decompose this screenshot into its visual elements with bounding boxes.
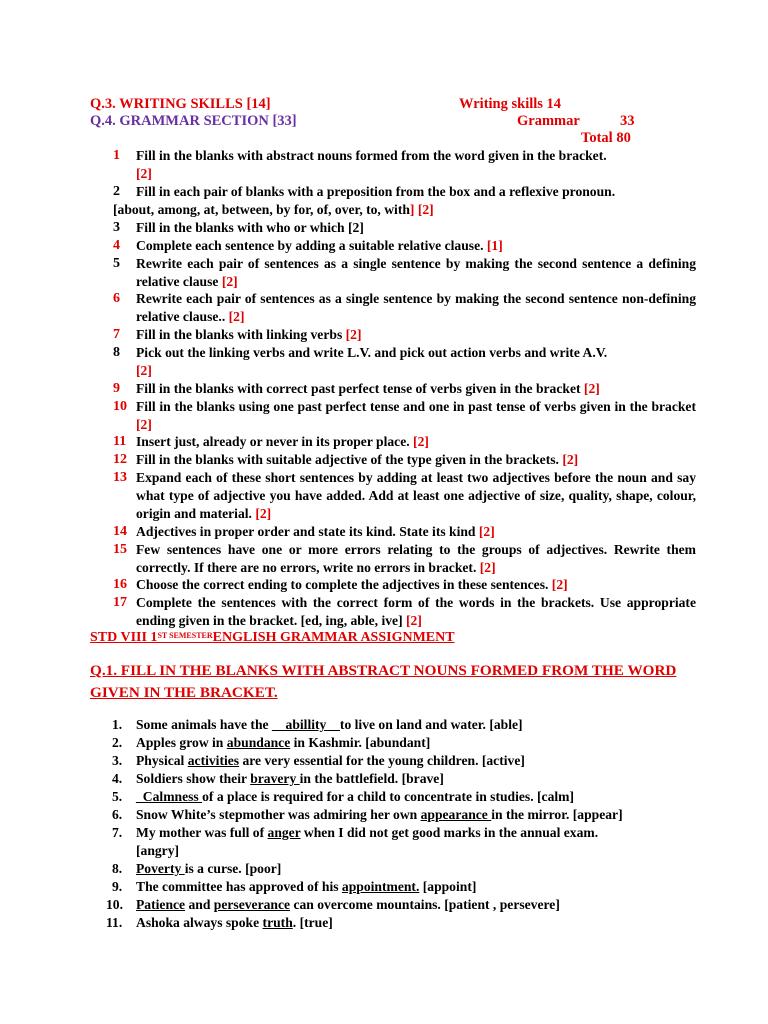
item-mark: [2] (345, 327, 362, 342)
assignment-name: ENGLISH GRAMMAR ASSIGNMENT (212, 630, 455, 645)
assignment-title (90, 629, 455, 647)
list-item (136, 147, 696, 183)
answer-word: activities (187, 753, 240, 768)
example-number: 10. (106, 897, 123, 912)
item-mark: [2] (228, 308, 245, 324)
list-item (136, 398, 696, 434)
item-mark: [2] (478, 524, 495, 539)
item-mark: [2] (413, 434, 429, 449)
answer-word: abundance (226, 735, 291, 750)
item-mark: [2] (583, 381, 600, 396)
item-mark: [2] (406, 612, 422, 628)
item-number: 15 (113, 542, 127, 557)
answer-word: _Calmness (136, 789, 203, 804)
answer-word: Patience (136, 897, 186, 912)
answer-word: bravery (250, 771, 300, 786)
item-text: Fill in each pair of blanks with a preposition from the box and a reflexive pronoun. (136, 184, 616, 199)
item-mark: [2] (136, 362, 152, 378)
item-number: 17 (113, 595, 127, 610)
q1-heading: Q.1. FILL IN THE BLANKS WITH ABSTRACT NOUNS FORMED FROM THE WORD GIVEN IN THE BRACKET. (90, 662, 677, 701)
example-text: in the battlefield. [brave] (299, 771, 444, 786)
example-text: My mother was full of (136, 825, 268, 840)
item-text: Fill in the blanks with linking verbs (136, 327, 343, 342)
example-number: 5. (112, 789, 123, 804)
example-text: Apples grow in (136, 735, 227, 750)
example-text: in the mirror. [appear] (491, 807, 623, 822)
answer-word: truth (262, 915, 293, 930)
example-text: Physical (136, 753, 188, 768)
example-text: is a curse. [poor] (184, 861, 282, 876)
example-text: when I did not get good marks in the annual exam. (300, 825, 599, 840)
item-text: Fill in the blanks with abstract nouns formed from the word given in the bracket. (136, 148, 607, 163)
item-number: 11 (113, 434, 127, 449)
item-number: 2 (113, 184, 120, 199)
writing-marks: Writing skills 14 (459, 96, 562, 112)
example-number: 1. (112, 717, 123, 732)
item-text: Adjectives in proper order and state its kind. State its kind (136, 524, 476, 539)
list-item (136, 576, 696, 594)
item-number: 13 (113, 470, 127, 485)
example-item (136, 734, 430, 752)
example-item (136, 806, 623, 824)
example-item (136, 878, 476, 896)
example-item (136, 860, 281, 878)
example-item (136, 824, 598, 842)
example-item (136, 752, 525, 770)
item-text: Fill in the blanks with suitable adjective of the type given in the brackets. (136, 452, 559, 467)
list-item (136, 219, 696, 237)
answer-word: perseverance (213, 897, 291, 912)
answer-word: Poverty (136, 861, 185, 876)
answer-word: __abillity__ (271, 717, 340, 732)
item-number: 6 (113, 291, 120, 306)
item-text: Rewrite each pair of sentences as a single sentence by making the second sentence non-defining relative clause.. (136, 291, 696, 324)
answer-word: appointment. (341, 879, 420, 894)
item-mark: [2] (221, 273, 238, 289)
answer-word: appearance (420, 807, 492, 822)
item-mark: [2] (136, 165, 152, 181)
std-label: STD VIII 1 (90, 630, 158, 645)
item-number: 9 (113, 381, 120, 396)
item-text: Fill in the blanks using one past perfect tense and one in past tense of verbs given in the bracket (136, 399, 696, 414)
list-item (136, 255, 696, 291)
example-number: 3. (112, 753, 123, 768)
item-mark: [2] (255, 505, 272, 521)
item-text: Pick out the linking verbs and write L.V. and pick out action verbs and write A.V. (136, 345, 608, 360)
item-mark: [2] (562, 452, 579, 467)
example-item (136, 770, 444, 788)
item-text: [about, among, at, between, by for, of, over, to, with (113, 202, 410, 217)
list-item (136, 541, 696, 577)
list-item (136, 451, 696, 469)
answer-word: anger (267, 825, 301, 840)
grammar-marks: 33 (620, 113, 635, 129)
example-text: are very essential for the young children. [active] (239, 753, 525, 768)
list-item (136, 594, 696, 630)
q3-text: Q.3. WRITING SKILLS [14] (90, 96, 271, 112)
total-marks: Total 80 (581, 130, 631, 146)
item-number: 12 (113, 452, 127, 467)
item-mark: [2] (136, 416, 152, 432)
item-text: Complete the sentences with the correct form of the words in the brackets. Use appropriate ending given in the bracket. [ed, ing, able, ive] (136, 595, 696, 628)
item-number: 1 (113, 148, 120, 163)
item-text: Expand each of these short sentences by adding at least two adjectives before the noun and say what type of adjective you have added. Add at least one adjective of size, quality, shape, colour, origin and material. (136, 470, 696, 521)
example-number: 2. (112, 735, 123, 750)
item-number: 14 (113, 524, 127, 539)
item-text: Rewrite each pair of sentences as a single sentence by making the second sentence a defining relative clause (136, 256, 696, 289)
item-text: Few sentences have one or more errors relating to the groups of adjectives. Rewrite them correctly. If there are no errors, write no errors in bracket. (136, 542, 696, 575)
example-text: The committee has approved of his (136, 879, 342, 894)
list-item (136, 326, 696, 344)
example-text: Ashoka always spoke (136, 915, 263, 930)
q4-heading: Q.4. GRAMMAR SECTION [33] (90, 113, 297, 129)
example-number: 6. (112, 807, 123, 822)
item-line2 (113, 201, 434, 219)
example-number: 9. (112, 879, 123, 894)
example-text: . [true] (292, 915, 333, 930)
example-text: to live on land and water. [able] (339, 717, 523, 732)
list-item (136, 344, 696, 380)
example-text: Soldiers show their (136, 771, 251, 786)
item-mark: [2] (551, 577, 568, 592)
list-item (136, 433, 696, 451)
item-text: Fill in the blanks with who or which [2] (136, 220, 364, 235)
item-number: 3 (113, 220, 120, 235)
item-number: 4 (113, 238, 120, 253)
q3-heading (90, 95, 431, 113)
item-text: Choose the correct ending to complete the adjectives in these sentences. (136, 577, 549, 592)
example-item (136, 914, 333, 932)
item-number: 10 (113, 399, 127, 414)
item-mark: [2] (479, 559, 496, 575)
example-number: 8. (112, 861, 123, 876)
example-text: can overcome mountains. [patient , persevere] (290, 897, 560, 912)
list-item (136, 237, 696, 255)
example-item (136, 896, 560, 914)
example-text: Snow White’s stepmother was admiring her own (136, 807, 421, 822)
example-text: [appoint] (419, 879, 477, 894)
example-text: of a place is required for a child to concentrate in studies. [calm] (202, 789, 574, 804)
item-mark: [1] (486, 238, 503, 253)
example-text: and (185, 897, 214, 912)
example-text: Some animals have the (136, 717, 272, 732)
list-item (136, 469, 696, 522)
item-number: 16 (113, 577, 127, 592)
example-number: 11. (106, 915, 123, 930)
example-continuation: [angry] (136, 843, 180, 858)
item-mark: ] [2] (409, 202, 434, 217)
example-text: in Kashmir. [abundant] (290, 735, 431, 750)
list-item (136, 290, 696, 326)
example-item (136, 716, 523, 734)
list-item (136, 183, 696, 201)
item-number: 5 (113, 256, 120, 271)
item-text: Complete each sentence by adding a suitable relative clause. (136, 238, 484, 253)
example-number: 4. (112, 771, 123, 786)
list-item (136, 523, 696, 541)
item-number: 8 (113, 345, 120, 360)
grammar-label: Grammar (517, 113, 580, 129)
list-item (136, 380, 696, 398)
item-number: 7 (113, 327, 120, 342)
example-item (136, 788, 574, 806)
item-text: Fill in the blanks with correct past perfect tense of verbs given in the bracket (136, 381, 581, 396)
item-text: Insert just, already or never in its proper place. (136, 434, 410, 449)
semester-sup: ST SEMESTER (157, 631, 213, 640)
example-number: 7. (112, 825, 123, 840)
